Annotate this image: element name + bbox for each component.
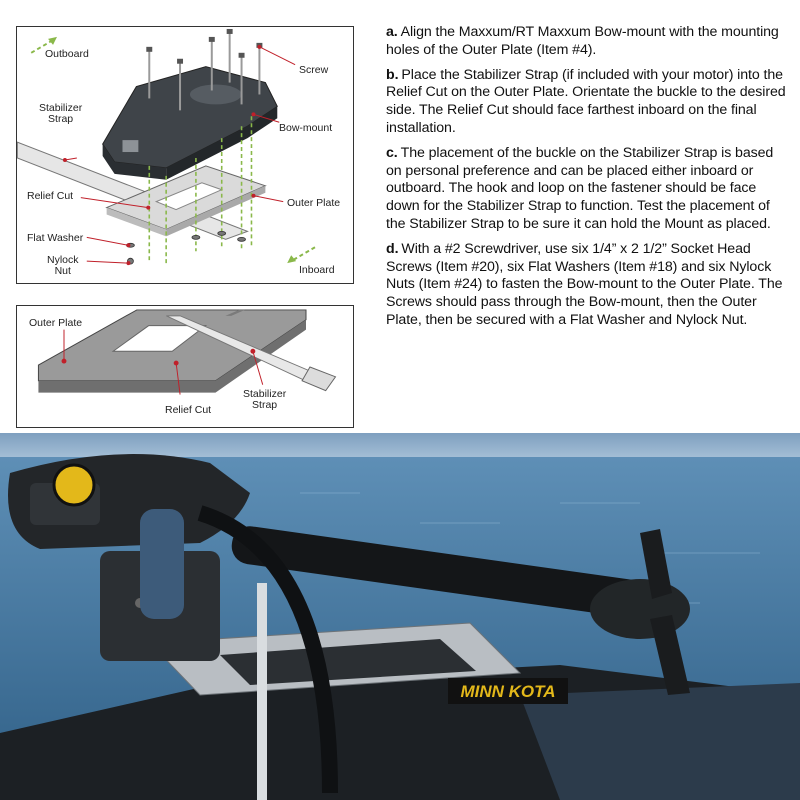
outer-plate-strap-diagram bbox=[16, 305, 354, 428]
inboard-arrow bbox=[291, 247, 315, 261]
installed-motor-photo bbox=[0, 433, 800, 800]
brand-decal: MINN KOTA bbox=[460, 682, 556, 701]
label-inboard: Inboard bbox=[299, 264, 335, 276]
step-c: c. The placement of the buckle on the Stabilizer Strap is based on personal preference and can be placed either inboard or outboard. The hook and loop on the fastener should be face down for the Stabilizer Strap to function. Test the placement of the Stabilizer Strap to be sure it can hold the Mount as placed. bbox=[386, 144, 774, 232]
step-d: d. With a #2 Screwdriver, use six 1/4” x 2 1/2” Socket Head Screws (Item #20), six Flat Washers (Item #18) and six Nylock Nuts (Item #24) to fasten the Bow-mount to the Outer Plate. The Screws should pass through the Bow-mount, then the Outer Plate, then be secured with a Flat Washer and Nylock Nut. bbox=[386, 240, 783, 328]
label-stabilizer-strap: Stabilizer Strap bbox=[39, 102, 83, 125]
steering-handle bbox=[140, 509, 184, 619]
label-bow-mount: Bow-mount bbox=[279, 122, 333, 134]
label-flat-washer: Flat Washer bbox=[27, 232, 84, 244]
step-b: b. Place the Stabilizer Strap (if included with your motor) into the Relief Cut on the Outer Plate. Orientate the buckle to the desired side. The Relief Cut should face farthest inboard on the final installation. bbox=[386, 66, 786, 136]
instruction-steps bbox=[386, 24, 786, 337]
label-outer-plate: Outer Plate bbox=[287, 197, 341, 209]
label-screw: Screw bbox=[299, 64, 329, 76]
step-a: a. Align the Maxxum/RT Maxxum Bow-mount with the mounting holes of the Outer Plate (Item #4). bbox=[386, 24, 779, 58]
outboard-arrow-head bbox=[48, 37, 57, 45]
exploded-assembly-diagram bbox=[16, 26, 354, 284]
screw-heads bbox=[146, 29, 262, 64]
logo-badge bbox=[54, 465, 94, 505]
label-relief-cut: Relief Cut bbox=[27, 190, 74, 202]
label-outer-plate-bottom: Outer Plate bbox=[29, 317, 83, 329]
bow-mount-latch bbox=[122, 140, 138, 152]
photo-illustration bbox=[0, 433, 800, 800]
label-nylock-nut: Nylock Nut bbox=[47, 254, 79, 277]
label-outboard: Outboard bbox=[45, 48, 89, 60]
label-stabilizer-strap-bottom: Stabilizer Strap bbox=[243, 388, 287, 411]
bow-mount-recess bbox=[190, 85, 242, 105]
label-relief-cut-bottom: Relief Cut bbox=[165, 404, 212, 416]
